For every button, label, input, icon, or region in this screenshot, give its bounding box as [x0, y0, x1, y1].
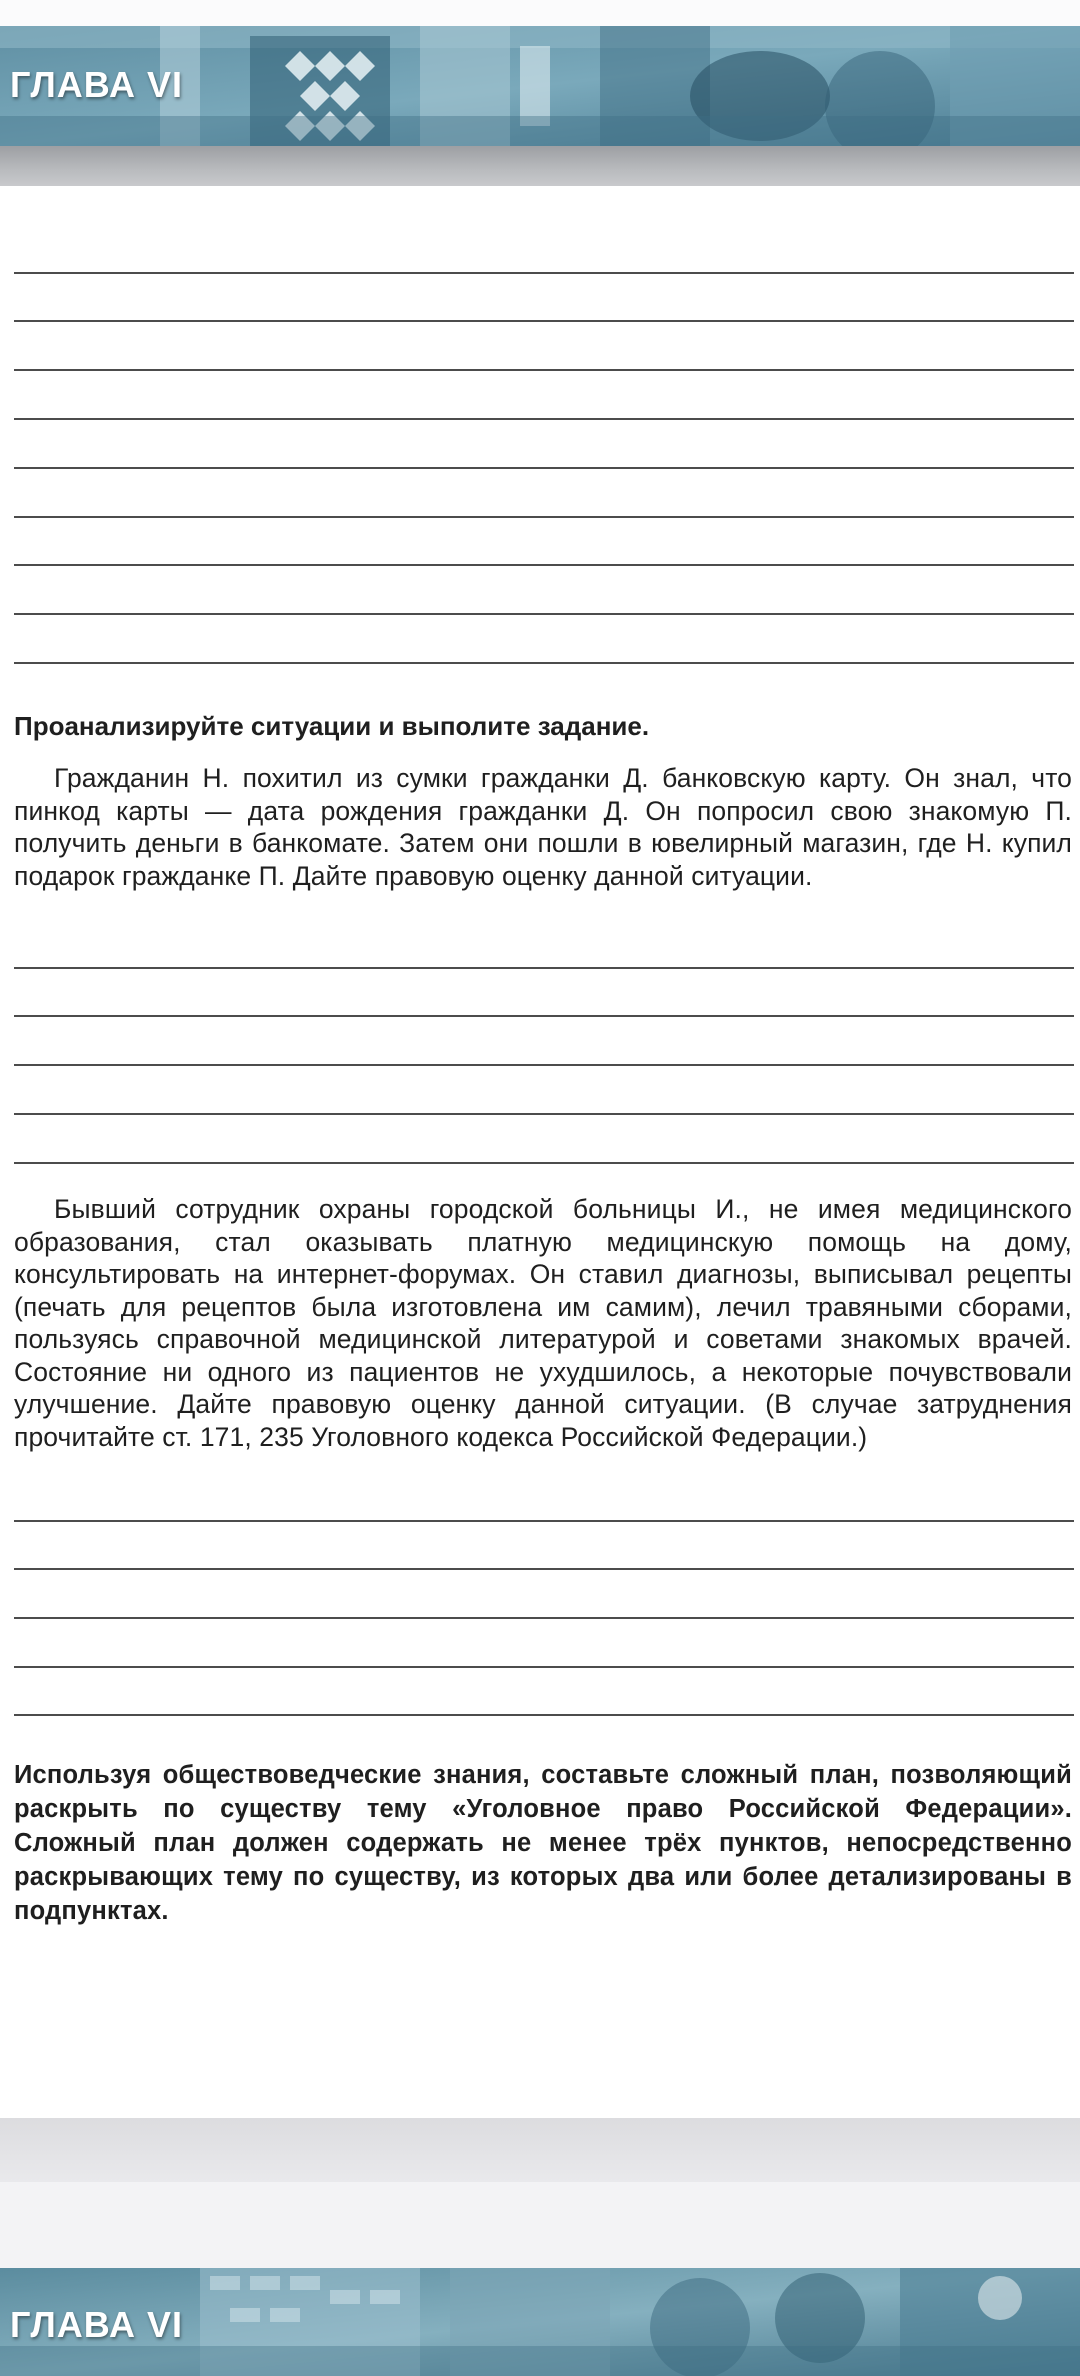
- answer-line: [14, 1617, 1074, 1619]
- answer-line: [14, 967, 1074, 969]
- answer-line: [14, 1520, 1074, 1522]
- situation-2-text: Бывший сотрудник охраны городской больницы И., не имея медицинского образования, стал оказывать платную медицинскую помощь на дому, консультировать на интернет-форумах. Он ставил диагнозы, выписывал рецепты (печать для рецептов была изготовлена им самим), лечил травяными сборами, пользуясь справочной медицинской литературой и советами знакомых врачей. Состояние ни одного из пациентов не ухудшилось, а некоторые почувствовали улучшение. Дайте правовую оценку данной ситуации. (В случае затруднения прочитайте ст. 171, 235 Уголовного кодекса Российской Федерации.): [14, 1194, 1072, 1452]
- answer-line: [14, 320, 1074, 322]
- chapter-title: ГЛАВА VI: [10, 2304, 183, 2345]
- workbook-page: [0, 186, 1080, 2118]
- answer-line: [14, 1568, 1074, 1570]
- answer-line: [14, 272, 1074, 274]
- next-page-chapter-header: [0, 2268, 1080, 2376]
- situation-1-text: Гражданин Н. похитил из сумки гражданки Д. банковскую карту. Он знал, что пинкод карты — дата рождения гражданки Д. Он попросил свою знакомую П. получить деньги в банкомате. Затем они пошли в ювелирный магазин, где Н. купил подарок гражданке П. Дайте правовую оценку данной ситуации.: [14, 763, 1072, 891]
- answer-line: [14, 1714, 1074, 1716]
- chapter-header: [0, 26, 1080, 146]
- answer-line: [14, 564, 1074, 566]
- answer-line: [14, 516, 1074, 518]
- page-bottom-shadow: [0, 2118, 1080, 2182]
- answer-line: [14, 613, 1074, 615]
- header-divider-bar: [0, 146, 1080, 186]
- answer-line: [14, 418, 1074, 420]
- answer-line: [14, 1113, 1074, 1115]
- chapter-title: ГЛАВА VI: [10, 64, 183, 105]
- answer-line: [14, 467, 1074, 469]
- top-margin: [0, 0, 1080, 26]
- answer-line: [14, 369, 1074, 371]
- answer-line: [14, 1666, 1074, 1668]
- answer-line: [14, 1064, 1074, 1066]
- complex-plan-task: Используя обществоведческие знания, составьте сложный план, позволяющий раскрыть по существу тему «Уголовное право Российской Федерации». Сложный план должен содержать не менее трёх пунктов, непосредственно раскрывающих тему по существу, из которых два или более детализированы в подпунктах.: [14, 1761, 1072, 1925]
- task-instruction-heading: Проанализируйте ситуации и выполите задание.: [14, 711, 650, 741]
- answer-line: [14, 1162, 1074, 1164]
- answer-line: [14, 1015, 1074, 1017]
- answer-line: [14, 662, 1074, 664]
